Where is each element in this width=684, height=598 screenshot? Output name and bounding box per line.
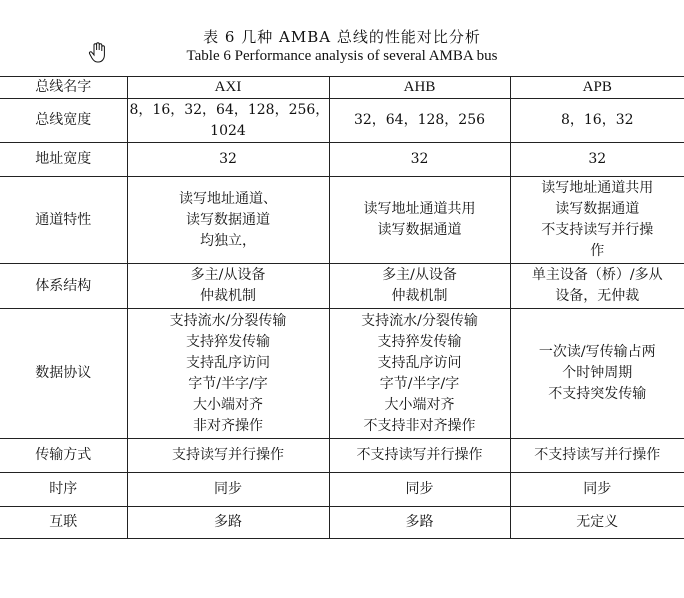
apb-cell: [510, 309, 684, 439]
cell-line: 不支持非对齐操作: [363, 417, 476, 434]
apb-cell: [510, 143, 684, 177]
cell-line: 8，16，32，64，128，256，: [129, 101, 330, 118]
apb-cell: [510, 177, 684, 264]
cell-line: 32: [219, 151, 237, 167]
cell-line: 支持乱序访问: [377, 354, 462, 371]
cell-line: 支持读写并行操作: [172, 447, 284, 463]
row-label: 时序: [0, 473, 127, 507]
cell-line: 同步: [405, 481, 434, 497]
table-row: [0, 439, 684, 473]
cell-line: 32，64，128，256: [353, 112, 486, 128]
cell-line: 支持猝发传输: [377, 333, 462, 350]
cell-line: 支持猝发传输: [186, 333, 270, 350]
cell-line: 不支持突发传输: [548, 386, 647, 402]
header-cell-bus-name: 总线名字: [0, 77, 127, 99]
cell-line: 仲裁机制: [200, 288, 256, 304]
cell-line: 32: [410, 151, 429, 167]
cell-line: 设备，无仲裁: [555, 288, 640, 304]
cell-line: 多路: [405, 514, 434, 530]
ahb-cell: [329, 507, 510, 539]
apb-cell: [510, 507, 684, 539]
table-title-english: Table 6 Performance analysis of several AMBA bus: [186, 48, 498, 64]
ahb-cell: [329, 99, 510, 143]
row-label: 总线宽度: [0, 99, 127, 143]
cell-line: 多主/从设备: [190, 267, 266, 283]
cell-line: 不支持读写并行操: [541, 222, 654, 238]
ahb-cell: [329, 473, 510, 507]
cell-line: 读写数据通道: [555, 201, 640, 217]
header-cell-axi: AXI: [127, 77, 329, 99]
cell-line: 读写地址通道共用: [363, 201, 476, 217]
table-row: [0, 473, 684, 507]
cell-line: 多路: [214, 514, 242, 530]
row-label: 通道特性: [0, 177, 127, 264]
table-row: [0, 309, 684, 439]
apb-cell: [510, 99, 684, 143]
cell-line: 字节/半字/字: [379, 375, 460, 392]
axi-cell: [127, 143, 329, 177]
cell-line: 32: [588, 151, 607, 167]
cell-line: 读写地址通道共用: [541, 180, 654, 196]
cell-line: 大小端对齐: [384, 396, 455, 413]
ahb-cell: [329, 177, 510, 264]
ahb-cell: [329, 439, 510, 473]
cell-line: 支持流水/分裂传输: [361, 312, 478, 329]
cell-line: 非对齐操作: [193, 417, 263, 434]
cell-line: 多主/从设备: [382, 267, 457, 283]
row-label: 数据协议: [0, 309, 127, 439]
cell-line: 支持乱序访问: [186, 354, 270, 371]
cell-line: 同步: [214, 481, 242, 497]
cell-line: 不支持读写并行操作: [534, 447, 661, 463]
cell-line: 1024: [210, 122, 246, 139]
row-label: 传输方式: [0, 439, 127, 473]
axi-cell: [127, 309, 329, 439]
axi-cell: [127, 473, 329, 507]
cell-line: 作: [590, 243, 605, 259]
table-title-chinese: 表 6 几种 AMBA 总线的性能对比分析: [203, 28, 481, 46]
axi-cell: [127, 99, 329, 143]
row-label: 体系结构: [0, 264, 127, 309]
header-cell-ahb: AHB: [329, 77, 510, 99]
ahb-cell: [329, 264, 510, 309]
apb-cell: [510, 439, 684, 473]
cell-line: 均独立，: [200, 232, 256, 249]
axi-cell: [127, 439, 329, 473]
cell-line: 读写数据通道: [186, 211, 270, 228]
table-row: [0, 143, 684, 177]
axi-cell: [127, 507, 329, 539]
cell-line: 字节/半字/字: [188, 375, 268, 392]
cell-line: 个时钟周期: [562, 365, 633, 381]
ahb-cell: [329, 309, 510, 439]
amba-comparison-table: [0, 76, 684, 539]
header-row: [0, 77, 684, 99]
table-row: [0, 99, 684, 143]
row-label: 互联: [0, 507, 127, 539]
table-row: [0, 264, 684, 309]
table-row: [0, 177, 684, 264]
cell-line: 不支持读写并行操作: [356, 447, 483, 463]
cell-line: 一次读/写传输占两: [538, 344, 656, 360]
cell-line: 读写地址通道、: [179, 190, 277, 207]
cell-line: 仲裁机制: [391, 288, 448, 304]
cell-line: 读写数据通道: [377, 222, 462, 238]
ahb-cell: [329, 143, 510, 177]
apb-cell: [510, 264, 684, 309]
cell-line: 支持流水/分裂传输: [169, 312, 287, 329]
axi-cell: [127, 264, 329, 309]
cell-line: 8，16，32: [560, 112, 634, 128]
apb-cell: [510, 473, 684, 507]
cell-line: 大小端对齐: [193, 396, 263, 413]
axi-cell: [127, 177, 329, 264]
cell-line: 无定义: [576, 514, 619, 530]
table-row: [0, 507, 684, 539]
row-label: 地址宽度: [0, 143, 127, 177]
header-cell-apb: APB: [510, 77, 684, 99]
cell-line: 同步: [583, 481, 612, 497]
cell-line: 单主设备（桥）/多从: [531, 267, 663, 283]
